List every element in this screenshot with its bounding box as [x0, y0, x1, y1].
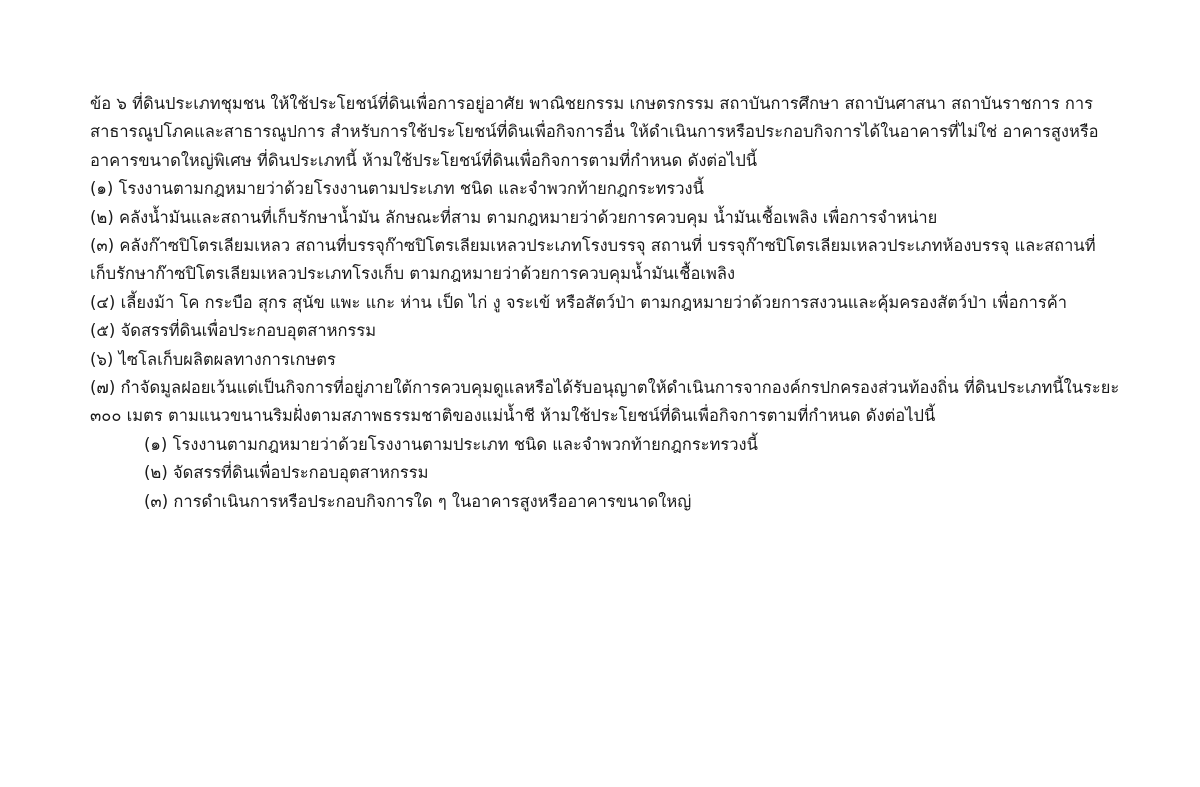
sub-list-item: (๓) การดำเนินการหรือประกอบกิจการใด ๆ ในอาคารสูงหรืออาคารขนาดใหญ่: [144, 491, 692, 511]
list-item: (๗) กำจัดมูลฝอยเว้นแต่เป็นกิจการที่อยู่ภายใต้การควบคุมดูแลหรือได้รับอนุญาตให้ดำเนินการจากองค์กรปกครองส่วนท้องถิ่น ที่ดินประเภทนี้ในระยะ ๓๐๐ เมตร ตามแนวขนานริมฝั่งตามสภาพธรรมชาติของแม่น้ำชี ห้ามใช้ประโยชน์ที่ดินเพื่อกิจการตามที่กำหนด ดังต่อไปนี้: [90, 378, 1120, 426]
document-body: [90, 90, 1120, 516]
list-item: (๔) เลี้ยงม้า โค กระบือ สุกร สุนัข แพะ แกะ ห่าน เป็ด ไก่ งู จระเข้ หรือสัตว์ป่า ตามกฎหมายว่าด้วยการสงวนและคุ้มครองสัตว์ป่า เพื่อการค้า: [90, 292, 1068, 312]
intro-paragraph: ข้อ ๖ ที่ดินประเภทชุมชน ให้ใช้ประโยชน์ที่ดินเพื่อการอยู่อาศัย พาณิชยกรรม เกษตรกรรม สถาบันการศึกษา สถาบันศาสนา สถาบันราชการ การสาธารณูปโภคและสาธารณูปการ สำหรับการใช้ประโยชน์ที่ดินเพื่อกิจการอื่น ให้ดำเนินการหรือประกอบกิจการได้ในอาคารที่ไม่ใช่ อาคารสูงหรืออาคารขนาดใหญ่พิเศษ ที่ดินประเภทนี้ ห้ามใช้ประโยชน์ที่ดินเพื่อกิจการตามที่กำหนด ดังต่อไปนี้: [90, 94, 1099, 170]
list-item: (๖) ไซโลเก็บผลิตผลทางการเกษตร: [90, 349, 336, 369]
list-item: (๕) จัดสรรที่ดินเพื่อประกอบอุตสาหกรรม: [90, 321, 377, 341]
list-item: (๓) คลังก๊าซปิโตรเลียมเหลว สถานที่บรรจุก๊าซปิโตรเลียมเหลวประเภทโรงบรรจุ สถานที่ บรรจุก๊าซปิโตรเลียมเหลวประเภทห้องบรรจุ และสถานที่เก็บรักษาก๊าซปิโตรเลียมเหลวประเภทโรงเก็บ ตามกฎหมายว่าด้วยการควบคุมน้ำมันเชื้อเพลิง: [90, 236, 1096, 284]
list-item: (๒) คลังน้ำมันและสถานที่เก็บรักษาน้ำมัน ลักษณะที่สาม ตามกฎหมายว่าด้วยการควบคุม น้ำมันเชื้อเพลิง เพื่อการจำหน่าย: [90, 207, 938, 227]
sub-list-item: (๑) โรงงานตามกฎหมายว่าด้วยโรงงานตามประเภท ชนิด และจำพวกท้ายกฎกระทรวงนี้: [144, 434, 758, 454]
sub-list-item: (๒) จัดสรรที่ดินเพื่อประกอบอุตสาหกรรม: [144, 463, 429, 483]
list-item: (๑) โรงงานตามกฎหมายว่าด้วยโรงงานตามประเภท ชนิด และจำพวกท้ายกฎกระทรวงนี้: [90, 179, 704, 199]
